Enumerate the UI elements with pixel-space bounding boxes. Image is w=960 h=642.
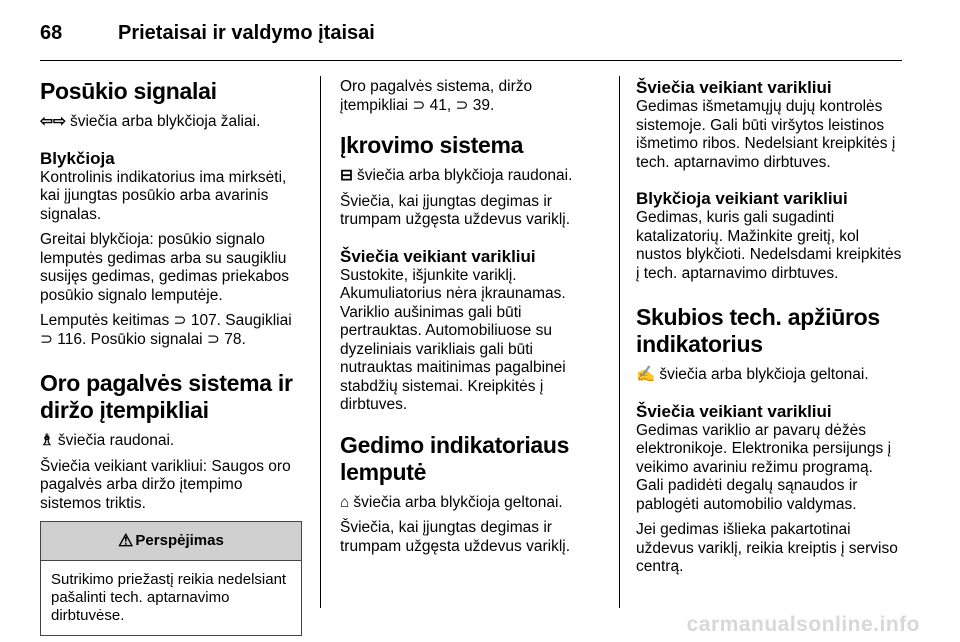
warning-header xyxy=(41,522,301,561)
fault-paragraph: Šviečia, kai įjungtas degimas ir trumpam užgęsta uždevus variklį. xyxy=(340,519,571,555)
emissions-paragraph: Gedimas išmetamųjų dujų kontrolės sistemoje. Gali būti viršytos leistinos išmetimo ribos. Nedelsiant kreipkitės į tech. aptarnavimo dirbtuves. xyxy=(636,98,896,171)
engine-running-paragraph: Sustokite, išjunkite variklį. Akumuliatorius nėra įkraunamas. Variklio aušinimas gali būti pertrauktas. Automobiliuose su dyzeliniais varikliais gali būti nutrauktas maitinimas pagalbinei stabdžių sistemai. Kreipkitės į dirbtuves. xyxy=(340,266,566,413)
warning-box xyxy=(40,521,302,636)
heading-engine-running-3: Šviečia veikiant varikliui xyxy=(636,401,832,421)
fault-line xyxy=(340,494,602,513)
page-header xyxy=(0,0,960,62)
wrench-car-icon: ✍ xyxy=(636,366,656,383)
turn-signal-text: šviečia arba blykčioja žaliai. xyxy=(69,113,261,130)
heading-turn-signals: Posūkio signalai xyxy=(40,78,217,104)
page-title: Prietaisai ir valdymo įtaisai xyxy=(118,22,375,44)
fault-text: šviečia arba blykčioja geltonai. xyxy=(353,493,563,511)
column-2 xyxy=(340,78,602,563)
airbag-icon: ♗ xyxy=(40,432,54,449)
column-3 xyxy=(636,78,902,584)
airbag-reference: Oro pagalvės sistema, diržo įtempikliai ⊃ 41, ⊃ 39. xyxy=(340,78,533,114)
turn-arrows-icon: ⇦⇨ xyxy=(40,113,66,130)
heading-blink-running: Blykčioja veikiant varikliui xyxy=(636,189,848,208)
page-number: 68 xyxy=(40,22,63,44)
heading-engine-running: Šviečia veikiant varikliui xyxy=(340,246,536,266)
service-text: šviečia arba blykčioja geltonai. xyxy=(659,366,869,383)
battery-icon: ⊟ xyxy=(340,167,353,184)
engine-icon: ⌂ xyxy=(340,493,350,511)
airbag-line xyxy=(40,432,304,451)
watermark: carmanualsonline.info xyxy=(686,613,920,636)
column-divider-2 xyxy=(619,76,620,608)
airbag-text: šviečia raudonai. xyxy=(57,432,175,449)
heading-fault-indicator: Gedimo indikatoriaus lemputė xyxy=(340,431,570,485)
warning-title: Perspėjimas xyxy=(135,531,224,549)
heading-engine-running-2: Šviečia veikiant varikliui xyxy=(636,78,832,97)
catalyst-paragraph: Gedimas, kuris gali sugadinti katalizatorių. Mažinkite greitį, kol nustos blykčioti. Nedelsdami kreipkitės į tech. aptarnavimo dirbtuves. xyxy=(636,209,902,282)
heading-urgent-service: Skubios tech. apžiūros indikatorius xyxy=(636,304,880,357)
electronics-paragraph: Gedimas variklio ar pavarų dėžės elektronikoje. Elektronika persijungs į veikimo avariniu režimu programą. Gali padidėti degalų sąnaudos ir pablogėti automobilio valdymas. xyxy=(636,421,892,513)
heading-blink: Blykčioja xyxy=(40,148,115,168)
service-line xyxy=(636,366,902,385)
heading-charging-system: Įkrovimo sistema xyxy=(340,132,524,158)
warning-triangle-icon: ⚠ xyxy=(118,530,134,550)
warning-body: Sutrikimo priežastį reikia nedelsiant pašalinti tech. aptarnavimo dirbtuvėse. xyxy=(51,571,287,624)
blink-paragraph-1: Kontrolinis indikatorius ima mirksėti, kai įjungtas posūkio arba avarinis signalas. xyxy=(40,168,287,223)
heading-airbag: Oro pagalvės sistema ir diržo įtempikliai xyxy=(40,370,293,423)
blink-paragraph-2: Greitai blykčioja: posūkio signalo lemputės gedimas arba su saugikliu susijęs gedimas, gedimas priekabos posūkio signalo lemputėje. xyxy=(40,231,289,304)
header-rule xyxy=(40,60,902,61)
column-divider-1 xyxy=(320,76,321,608)
blink-paragraph-3: Lemputės keitimas ⊃ 107. Saugikliai ⊃ 116. Posūkio signalai ⊃ 78. xyxy=(40,312,292,348)
airbag-paragraph: Šviečia veikiant varikliui: Saugos oro pagalvės arba diržo įtempimo sistemos triktis. xyxy=(40,457,291,512)
charging-paragraph: Šviečia, kai įjungtas degimas ir trumpam užgęsta uždevus variklį. xyxy=(340,192,571,228)
turn-signal-line xyxy=(40,113,304,132)
service-center-paragraph: Jei gedimas išlieka pakartotinai uždevus variklį, reikia kreiptis į serviso centrą. xyxy=(636,521,898,575)
charging-line xyxy=(340,167,602,186)
charging-text: šviečia arba blykčioja raudonai. xyxy=(357,167,573,184)
column-1 xyxy=(40,78,304,636)
